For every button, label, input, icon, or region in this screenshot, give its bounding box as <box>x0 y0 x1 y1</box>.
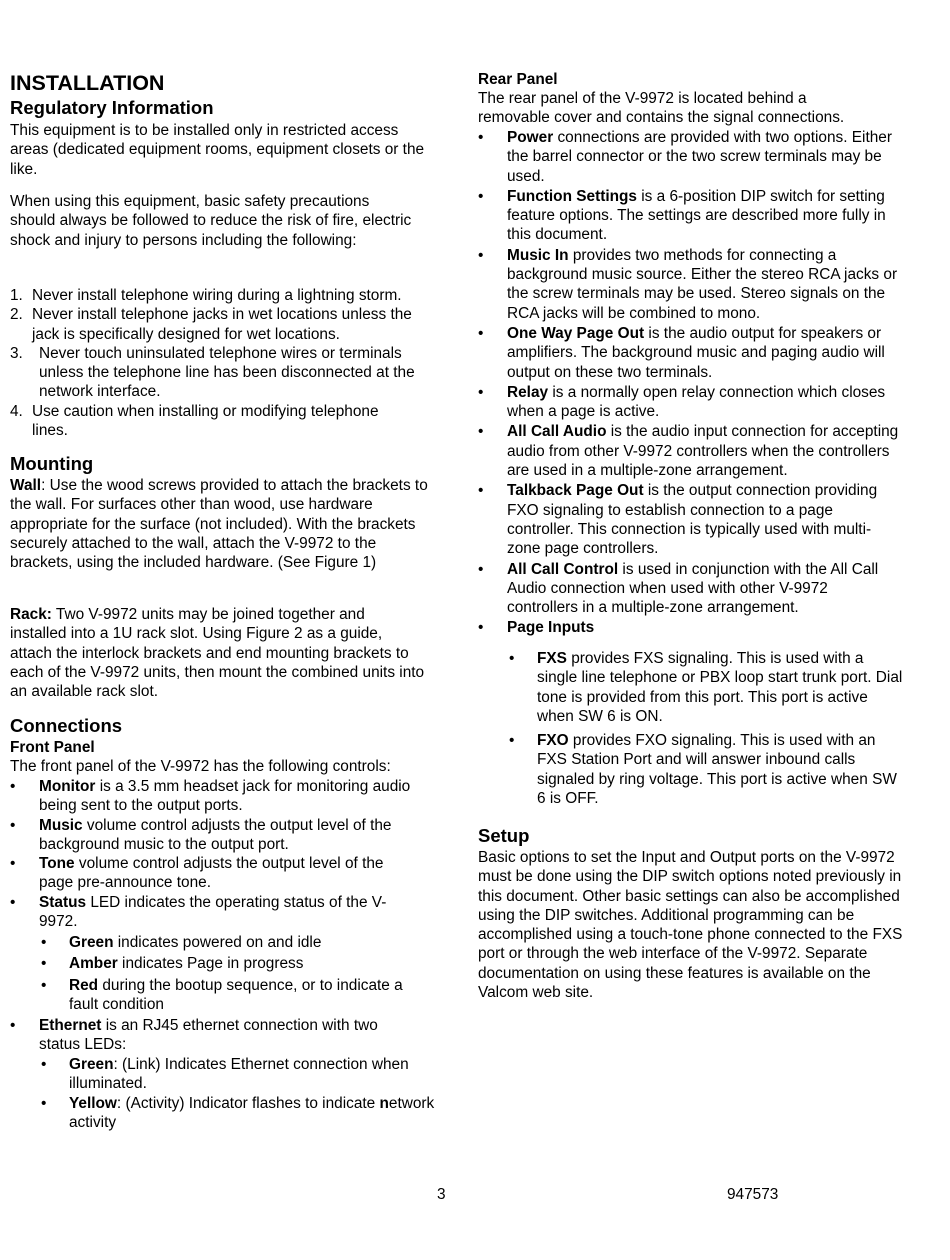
eth-yellow-bold-n: n <box>379 1094 389 1112</box>
power-text: connections are provided with two options. Either the barrel connector or the two screw terminals may be used. <box>507 129 892 185</box>
list-item-fxo <box>478 731 903 808</box>
allcallaudio-text: is the audio input connection for accepting audio from other V-9972 controllers when the controllers are used in a multiple-zone arrangement. <box>507 423 899 480</box>
list-item-monitor <box>10 777 435 816</box>
status-text: LED indicates the operating status of the V-9972. <box>39 893 387 931</box>
monitor-text: is a 3.5 mm headset jack for monitoring audio being sent to the output ports. <box>39 778 411 815</box>
rear-panel-intro: The rear panel of the V-9972 is located behind a removable cover and contains the signal connections. <box>478 90 845 127</box>
musicin-label: Music In <box>507 246 569 264</box>
music-text: volume control adjusts the output level of the background music to the output port. <box>39 816 392 853</box>
mounting-heading: Mounting <box>10 453 94 474</box>
list-item-eth-green <box>10 1055 442 1094</box>
list-item-power <box>478 128 903 186</box>
bullet: • <box>41 1056 47 1073</box>
list-item-tone <box>10 854 435 893</box>
safety-item-text: Never install telephone jacks in wet locations unless the jack is specifically designed for wet locations. <box>32 306 412 343</box>
status-red-label: Red <box>69 976 99 994</box>
bullet: • <box>478 619 484 637</box>
wall-label: Wall <box>10 477 42 494</box>
list-item-status-green <box>10 933 435 952</box>
function-label: Function Settings <box>507 187 637 205</box>
list-item-page-inputs <box>478 618 903 637</box>
list-item-status-amber <box>10 954 435 973</box>
setup-heading: Setup <box>478 825 530 846</box>
list-item-ethernet <box>10 1016 435 1055</box>
music-label: Music <box>39 816 83 834</box>
eth-green-label: Green <box>69 1056 114 1073</box>
setup-paragraph: Basic options to set the Input and Output ports on the V-9972 must be done using the DIP switch options noted previously in this document. Other basic settings can also be accomplished using the DIP switches. Additional programming can be accomplished using a touch-tone phone connected to the FXS port or through the web interface of the V-9972. Separate documentation on using these features is available on the Valcom web site. <box>478 849 903 1002</box>
status-green-label: Green <box>69 934 114 951</box>
status-green-text: indicates powered on and idle <box>113 934 322 951</box>
page-inputs-list <box>478 649 903 808</box>
relay-label: Relay <box>507 383 549 401</box>
oneway-label: One Way Page Out <box>507 324 645 342</box>
page-number: 3 <box>437 1186 446 1203</box>
list-item-eth-yellow <box>10 1094 442 1133</box>
safety-item <box>10 344 435 402</box>
power-label: Power <box>507 129 554 146</box>
eth-green-text: : (Link) Indicates Ethernet connection when illuminated. <box>69 1056 409 1093</box>
bullet: • <box>478 482 484 500</box>
ethernet-list <box>10 1016 435 1055</box>
front-panel-intro: The front panel of the V-9972 has the following controls: <box>10 758 391 775</box>
bullet: • <box>509 650 515 667</box>
safety-list <box>10 286 435 440</box>
status-amber-text: indicates Page in progress <box>117 955 304 973</box>
safety-item-number: 3. <box>10 344 23 362</box>
front-panel-list <box>10 777 435 931</box>
monitor-label: Monitor <box>39 778 96 795</box>
fxs-text: provides FXS signaling. This is used with a single line telephone or PBX loop start trunk port. Dial tone is provided from this port. This port is active when SW 6 is ON. <box>537 650 903 725</box>
safety-item <box>10 305 435 344</box>
bullet: • <box>41 934 47 951</box>
safety-item-number: 2. <box>10 306 23 324</box>
rack-label: Rack: <box>10 606 52 623</box>
safety-item-number: 1. <box>10 287 23 304</box>
talkback-text: is the output connection providing FXO signaling to establish connection to a page controller. This connection is typically used with multi-zone page controllers. <box>507 482 878 558</box>
safety-item <box>10 402 435 441</box>
ethernet-label: Ethernet <box>39 1017 102 1034</box>
fxo-label: FXO <box>537 732 569 750</box>
rear-panel-list <box>478 128 903 638</box>
status-label: Status <box>39 893 87 911</box>
talkback-label: Talkback Page Out <box>507 482 644 500</box>
safety-item-number: 4. <box>10 402 23 420</box>
list-item-status-red <box>10 976 435 1015</box>
musicin-text: provides two methods for connecting a background music source. Either the stereo RCA jacks or the screw terminals may be used. Stereo signals on the RCA jacks will be combined to mono. <box>507 246 898 322</box>
bullet: • <box>10 1017 16 1034</box>
bullet: • <box>10 893 16 911</box>
list-item-fxs <box>478 649 903 726</box>
bullet: • <box>478 560 484 578</box>
bullet: • <box>478 383 484 401</box>
bullet: • <box>41 1094 47 1112</box>
fxs-label: FXS <box>537 650 567 667</box>
status-amber-label: Amber <box>69 955 118 973</box>
rack-paragraph <box>10 605 425 701</box>
list-item-talkback-page-out <box>478 481 903 558</box>
bullet: • <box>10 778 16 795</box>
document-number: 947573 <box>727 1186 779 1203</box>
list-item-relay <box>478 383 903 422</box>
safety-item-text: Never install telephone wiring during a lightning storm. <box>32 287 402 304</box>
rear-panel-heading: Rear Panel <box>478 71 558 88</box>
allcallcontrol-label: All Call Control <box>507 560 619 578</box>
relay-text: is a normally open relay connection which closes when a page is active. <box>507 383 886 421</box>
list-item-status <box>10 893 435 932</box>
list-item-music <box>10 816 435 855</box>
bullet: • <box>10 855 16 873</box>
bullet: • <box>478 423 484 441</box>
regulatory-paragraph-1: This equipment is to be installed only in restricted access areas (dedicated equipment rooms, equipment closets or the like. <box>10 122 425 178</box>
eth-yellow-text: : (Activity) Indicator flashes to indicate <box>116 1094 380 1112</box>
bullet: • <box>478 187 484 205</box>
fxo-text: provides FXO signaling. This is used with an FXS Station Port and will answer inbound calls signaled by ring voltage. This port is active when SW 6 is OFF. <box>537 732 897 808</box>
allcallcontrol-text: is used in conjunction with the All Call Audio connection when used with other V-9972 controllers in a multiple-zone arrangement. <box>507 560 879 617</box>
bullet: • <box>41 955 47 973</box>
eth-yellow-label: Yellow <box>69 1094 117 1112</box>
bullet: • <box>10 816 16 834</box>
page-title: INSTALLATION <box>10 71 165 95</box>
safety-item-text: Never touch uninsulated telephone wires or terminals unless the telephone line has been disconnected at the network interface. <box>39 344 415 401</box>
bullet: • <box>478 129 484 146</box>
function-text: is a 6-position DIP switch for setting feature options. The settings are described more fully in this document. <box>507 187 886 244</box>
safety-item-text: Use caution when installing or modifying telephone lines. <box>32 402 379 440</box>
eth-yellow-text-end: etwork activity <box>69 1094 435 1131</box>
connections-heading: Connections <box>10 715 123 736</box>
ethernet-led-list <box>10 1055 442 1132</box>
status-red-text: during the bootup sequence, or to indicate a fault condition <box>69 976 403 1013</box>
list-item-function-settings <box>478 187 903 245</box>
rack-text: Two V-9972 units may be joined together and installed into a 1U rack slot. Using Figure 2 as a guide, attach the interlock brackets and end mounting brackets to each of the V-9972 units, then mount the combined units into an available rack slot. <box>10 606 425 701</box>
list-item-all-call-control <box>478 560 903 618</box>
allcallaudio-label: All Call Audio <box>507 423 607 441</box>
regulatory-paragraph-2: When using this equipment, basic safety precautions should always be followed to reduce the risk of fire, electric shock and injury to persons including the following: <box>10 193 412 249</box>
bullet: • <box>41 976 47 994</box>
safety-item <box>10 286 435 305</box>
wall-paragraph <box>10 476 435 572</box>
bullet: • <box>509 732 515 750</box>
regulatory-heading: Regulatory Information <box>10 97 214 118</box>
wall-text: : Use the wood screws provided to attach the brackets to the wall. For surfaces other than wood, use hardware appropriate for the surface (not included). With the brackets securely attached to the wall, attach the V-9972 to the brackets, using the included hardware. (See Figure 1) <box>10 477 428 572</box>
list-item-all-call-audio <box>478 422 903 480</box>
list-item-one-way-page-out <box>478 324 903 382</box>
status-led-list <box>10 933 435 1014</box>
tone-label: Tone <box>39 855 75 873</box>
list-item-music-in <box>478 246 903 323</box>
bullet: • <box>478 246 484 264</box>
ethernet-text: is an RJ45 ethernet connection with two status LEDs: <box>39 1017 378 1054</box>
front-panel-heading: Front Panel <box>10 739 95 756</box>
oneway-text: is the audio output for speakers or amplifiers. The background music and paging audio will output on these two terminals. <box>507 324 885 381</box>
bullet: • <box>478 324 484 342</box>
tone-text: volume control adjusts the output level of the page pre-announce tone. <box>39 855 384 892</box>
pageinputs-label: Page Inputs <box>507 619 595 637</box>
